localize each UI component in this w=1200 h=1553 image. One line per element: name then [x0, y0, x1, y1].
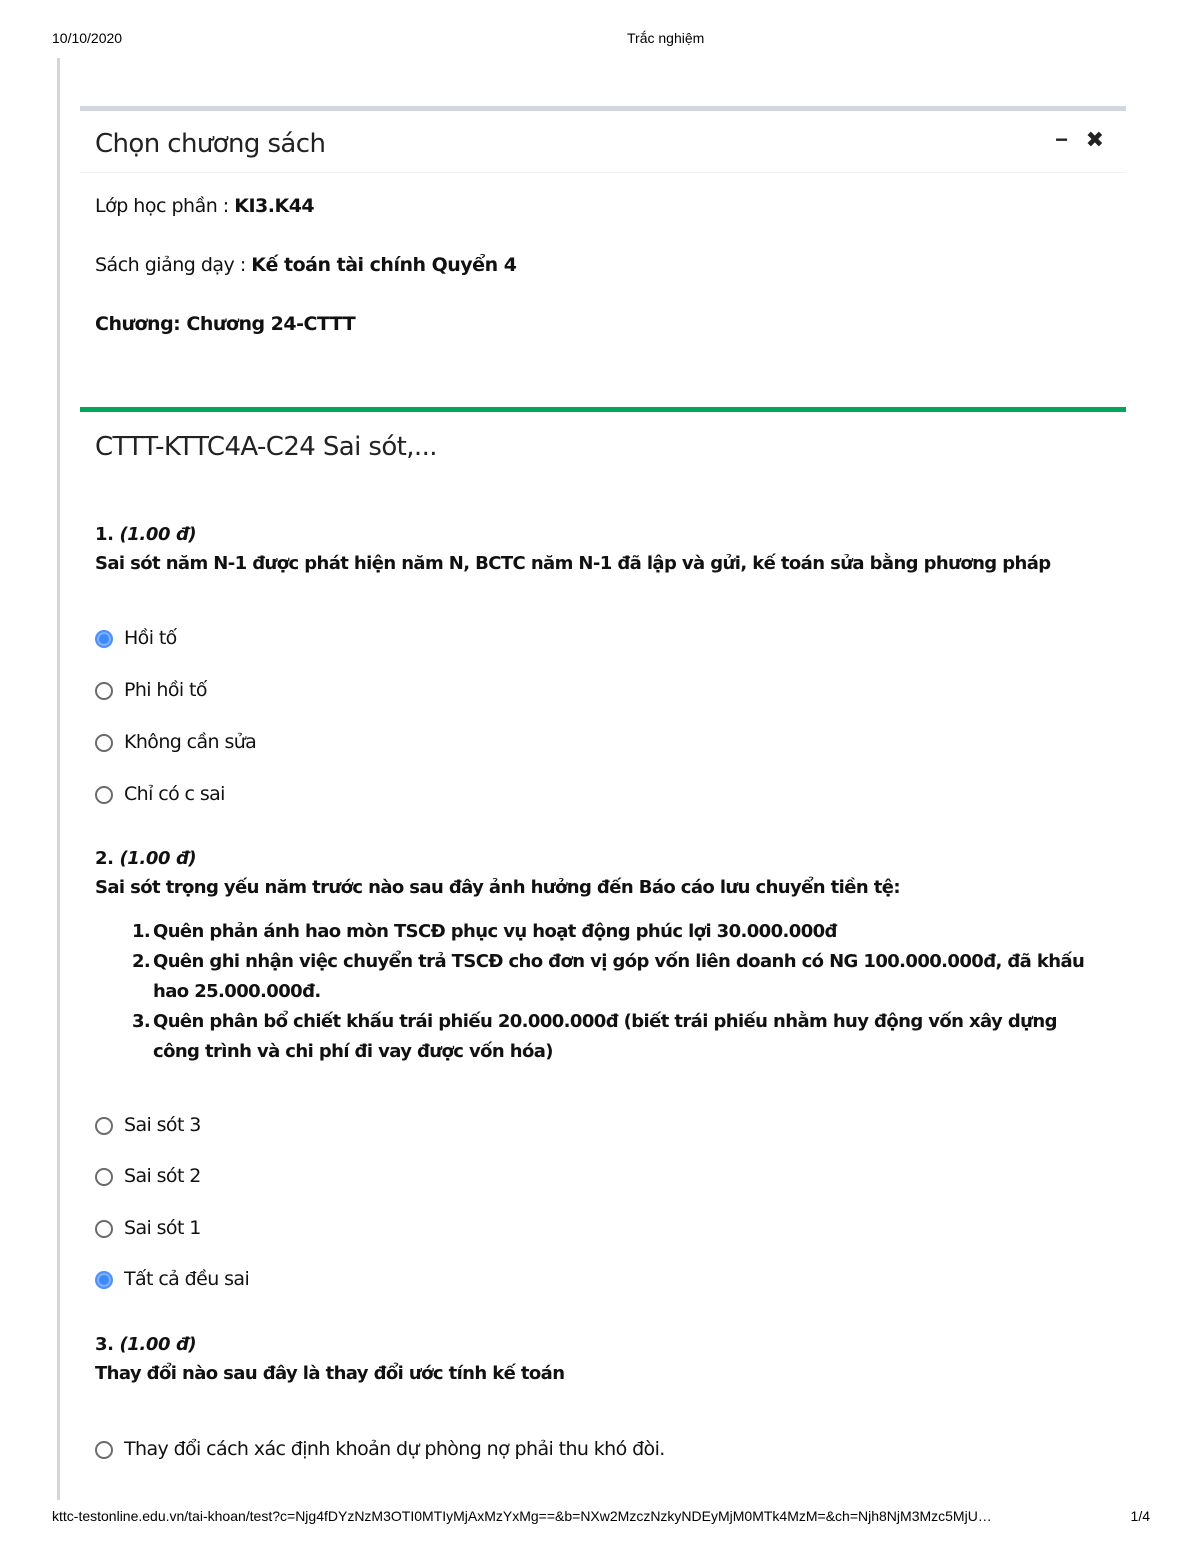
class-info — [95, 195, 314, 217]
chapter-select-box — [80, 106, 1126, 371]
minimize-icon[interactable]: − — [1055, 127, 1068, 152]
option-label[interactable]: Chỉ có c sai — [124, 783, 225, 805]
chapter-box-title: Chọn chương sách — [95, 129, 326, 159]
option-label[interactable]: Sai sót 1 — [124, 1217, 201, 1239]
print-footer — [52, 1508, 1150, 1526]
radio-button[interactable] — [95, 1168, 113, 1186]
question-3-text: Thay đổi nào sau đây là thay đổi ước tính kế toán — [95, 1363, 565, 1384]
sub-item-text: Quên ghi nhận việc chuyển trả TSCĐ cho đơn vị góp vốn liên doanh có NG 100.000.000đ, đã khấu hao 25.000.000đ. — [153, 951, 1085, 1002]
question-points: (1.00 đ) — [119, 1334, 197, 1355]
option-label[interactable]: Không cần sửa — [124, 731, 257, 753]
question-points: (1.00 đ) — [119, 848, 197, 869]
sub-list-item — [132, 917, 1092, 947]
class-value: KI3.K44 — [234, 195, 315, 217]
chapter-box-header — [80, 111, 1126, 173]
left-border-rule — [57, 58, 60, 1500]
chapter-info — [95, 313, 355, 335]
quiz-title: CTTT-KTTC4A-C24 Sai sót,... — [95, 432, 437, 462]
close-icon[interactable]: ✖ — [1085, 127, 1104, 152]
question-1-number — [95, 524, 196, 545]
question-3-number — [95, 1334, 196, 1355]
print-date: 10/10/2020 — [52, 30, 123, 46]
radio-button[interactable] — [95, 1220, 113, 1238]
class-label: Lớp học phần : — [95, 195, 235, 217]
option-label[interactable]: Phi hồi tố — [124, 679, 207, 701]
sub-item-number: 2. — [132, 951, 151, 972]
print-title: Trắc nghiệm — [627, 30, 705, 46]
radio-button-checked[interactable] — [95, 630, 113, 648]
print-header — [52, 30, 1150, 48]
option-label[interactable]: Sai sót 3 — [124, 1114, 201, 1136]
book-info — [95, 254, 516, 276]
sub-list-item — [132, 947, 1092, 1007]
sub-item-text: Quên phân bổ chiết khấu trái phiếu 20.000.000đ (biết trái phiếu nhằm huy động vốn xây dựng công trình và chi phí đi vay được vốn hóa) — [153, 1011, 1057, 1062]
print-page-number: 1/4 — [1130, 1508, 1150, 1524]
radio-button[interactable] — [95, 734, 113, 752]
quiz-box — [80, 407, 1126, 1502]
question-2-text: Sai sót trọng yếu năm trước nào sau đây ảnh hưởng đến Báo cáo lưu chuyển tiền tệ: — [95, 877, 900, 898]
book-value: Kế toán tài chính Quyển 4 — [251, 254, 517, 276]
option-label[interactable]: Sai sót 2 — [124, 1165, 201, 1187]
radio-button[interactable] — [95, 682, 113, 700]
option-label[interactable]: Thay đổi cách xác định khoản dự phòng nợ phải thu khó đòi. — [124, 1438, 665, 1460]
question-2-sub-list — [132, 917, 1092, 1067]
option-label[interactable]: Tất cả đều sai — [124, 1268, 250, 1290]
question-2-number — [95, 848, 196, 869]
radio-button[interactable] — [95, 1117, 113, 1135]
quiz-box-header — [80, 412, 1126, 473]
radio-button[interactable] — [95, 786, 113, 804]
question-number: 2. — [95, 848, 114, 869]
sub-list-item — [132, 1007, 1092, 1067]
sub-item-number: 1. — [132, 921, 151, 942]
option-label[interactable]: Hồi tố — [124, 627, 177, 649]
print-url: kttc-testonline.edu.vn/tai-khoan/test?c=Njg4fDYzNzM3OTI0MTIyMjAxMzYxMg==&b=NXw2MzczNzkyNDEyMjM0MTk4MzM=&ch=Njh8NjM3Mzc5MjU… — [52, 1508, 992, 1524]
radio-button-checked[interactable] — [95, 1271, 113, 1289]
question-points: (1.00 đ) — [119, 524, 197, 545]
book-label: Sách giảng dạy : — [95, 254, 252, 276]
chapter-value: Chương 24-CTTT — [186, 313, 356, 335]
sub-item-text: Quên phản ánh hao mòn TSCĐ phục vụ hoạt động phúc lợi 30.000.000đ — [153, 921, 837, 942]
question-number: 1. — [95, 524, 114, 545]
question-number: 3. — [95, 1334, 114, 1355]
question-1-text: Sai sót năm N-1 được phát hiện năm N, BCTC năm N-1 đã lập và gửi, kế toán sửa bằng phương pháp — [95, 553, 1051, 574]
chapter-label: Chương: — [95, 313, 187, 335]
radio-button[interactable] — [95, 1441, 113, 1459]
sub-item-number: 3. — [132, 1011, 151, 1032]
